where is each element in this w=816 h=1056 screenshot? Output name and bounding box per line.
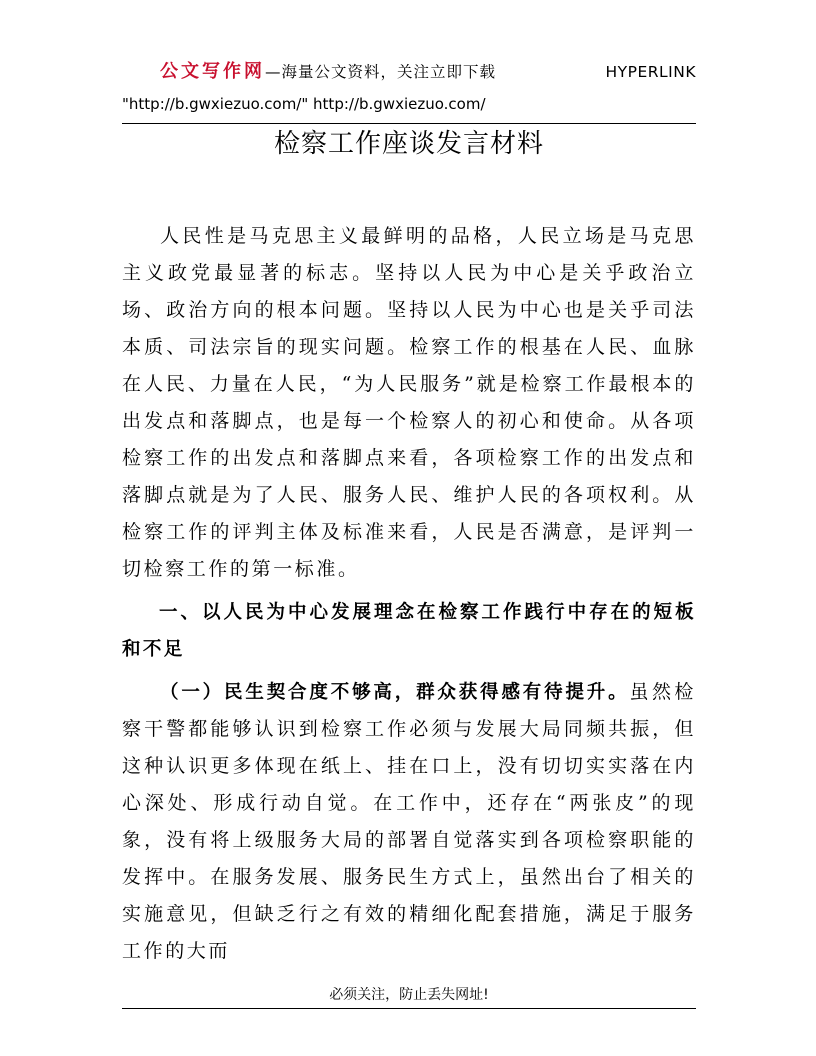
hyperlink-label: HYPERLINK [605,63,696,81]
header-line-1 [122,56,696,88]
document-title: 检察工作座谈发言材料 [273,129,544,159]
section-heading-1: 一、以人民为中心发展理念在检察工作践行中存在的短板和不足 [122,602,696,660]
header-tagline: —海量公文资料，关注立即下载 [265,63,497,81]
brand-name[interactable]: 公文写作网 [160,61,265,82]
paragraph-section-1-text: 虽然检察干警都能够认识到检察工作必须与发展大局同频共振，但这种认识更多体现在纸上、挂在口上，没有切切实实落在内心深处、形成行动自觉。在工作中，还存在“两张皮”的现象，没有将上级服务大局的部署自觉落实到各项检察职能的发挥中。在服务发展、服务民生方式上，虽然出台了相关的实施意见，但缺乏行之有效的精细化配套措施，满足于服务工作的大而 [122,681,696,962]
document-body [122,218,696,970]
subheading-1: （一）民生契合度不够高，群众获得感有待提升。 [160,682,630,703]
paragraph-section-1 [122,674,696,970]
footer-divider [122,1008,696,1009]
page-header [122,56,696,120]
url-quoted: "http://b.gwxiezuo.com/" [122,95,309,113]
header-left [122,56,496,88]
header-line-2 [122,88,696,120]
paragraph-intro: 人民性是马克思主义最鲜明的品格，人民立场是马克思主义政党最显著的标志。坚持以人民为中心是关乎政治立场、政治方向的根本问题。坚持以人民为中心也是关乎司法本质、司法宗旨的现实问题。检察工作的根基在人民、血脉在人民、力量在人民，“为人民服务”就是检察工作最根本的出发点和落脚点，也是每一个检察人的初心和使命。从各项检察工作的出发点和落脚点来看，各项检察工作的出发点和落脚点就是为了人民、服务人民、维护人民的各项权利。从检察工作的评判主体及标准来看，人民是否满意，是评判一切检察工作的第一标准。 [122,225,696,580]
site-url-link[interactable]: http://b.gwxiezuo.com/ [313,95,486,113]
footer-notice: 必须关注，防止丢失网址! [329,987,489,1003]
